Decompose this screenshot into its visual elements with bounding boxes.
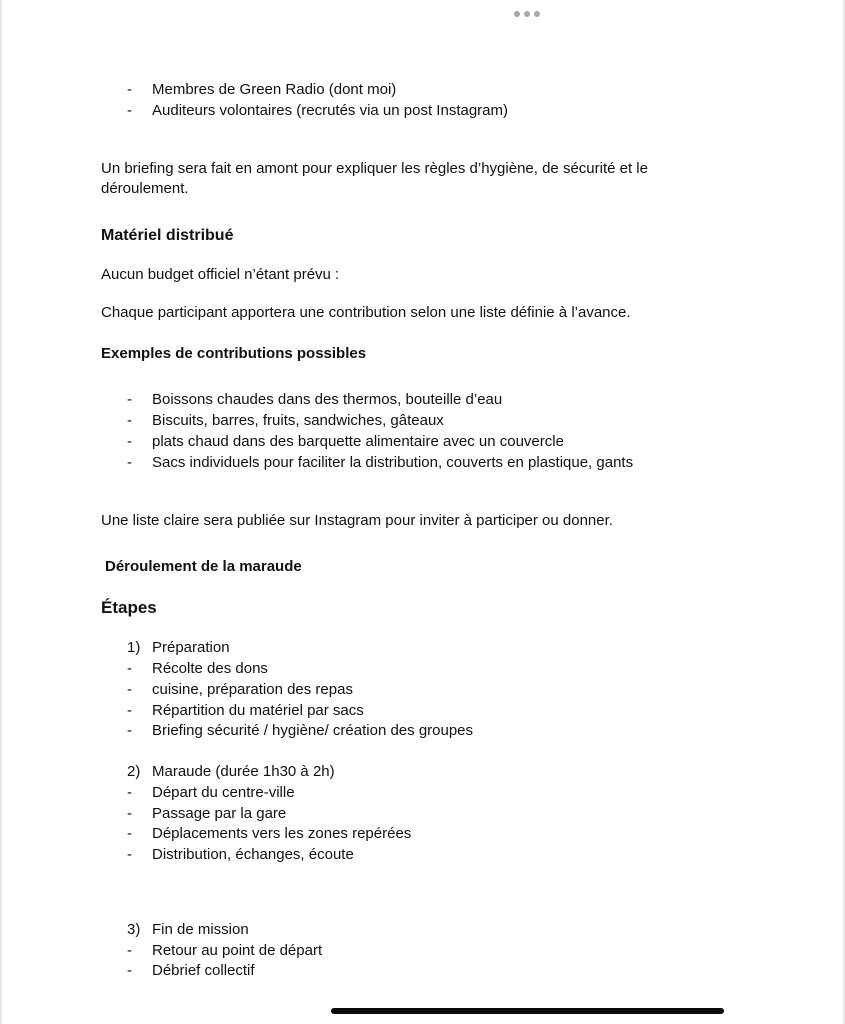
bullet-dash: - bbox=[127, 81, 132, 98]
list-item: Départ du centre-ville bbox=[152, 784, 295, 801]
list-item: Retour au point de départ bbox=[152, 942, 323, 959]
subsection-heading: Exemples de contributions possibles bbox=[101, 345, 367, 362]
paragraph-line: Un briefing sera fait en amont pour expliquer les règles d’hygiène, de sécurité et le bbox=[101, 160, 648, 177]
list-item: Membres de Green Radio (dont moi) bbox=[152, 81, 397, 98]
bullet-dash: - bbox=[127, 784, 132, 801]
step-title: Préparation bbox=[152, 639, 230, 656]
list-item: Répartition du matériel par sacs bbox=[152, 702, 364, 719]
bullet-dash: - bbox=[127, 681, 132, 698]
list-item: Débrief collectif bbox=[152, 962, 255, 979]
list-item: Briefing sécurité / hygiène/ création des groupes bbox=[152, 722, 474, 739]
bullet-dash: - bbox=[127, 702, 132, 719]
more-options-icon[interactable] bbox=[514, 11, 540, 17]
page-edge-left bbox=[0, 0, 2, 1024]
section-heading: Matériel distribué bbox=[101, 227, 234, 244]
list-item: plats chaud dans des barquette alimentaire avec un couvercle bbox=[152, 433, 564, 450]
bullet-dash: - bbox=[127, 102, 132, 119]
bullet-dash: - bbox=[127, 805, 132, 822]
bullet-dash: - bbox=[127, 942, 132, 959]
bullet-dash: - bbox=[127, 846, 132, 863]
step-number: 2) bbox=[127, 763, 141, 780]
section-title: Étapes bbox=[101, 598, 157, 617]
bullet-dash: - bbox=[127, 722, 132, 739]
step-number: 1) bbox=[127, 639, 141, 656]
bullet-dash: - bbox=[127, 660, 132, 677]
section-heading: Déroulement de la maraude bbox=[105, 558, 302, 575]
home-indicator[interactable] bbox=[331, 1008, 724, 1014]
paragraph: Aucun budget officiel n’étant prévu : bbox=[101, 266, 340, 283]
list-item: Déplacements vers les zones repérées bbox=[152, 825, 412, 842]
bullet-dash: - bbox=[127, 825, 132, 842]
paragraph: Une liste claire sera publiée sur Instagram pour inviter à participer ou donner. bbox=[101, 512, 613, 529]
bullet-dash: - bbox=[127, 962, 132, 979]
list-item: Biscuits, barres, fruits, sandwiches, gâteaux bbox=[152, 412, 444, 429]
bullet-dash: - bbox=[127, 454, 132, 471]
list-item: Boissons chaudes dans des thermos, bouteille d’eau bbox=[152, 391, 503, 408]
paragraph: Chaque participant apportera une contribution selon une liste définie à l’avance. bbox=[101, 304, 631, 321]
bullet-dash: - bbox=[127, 391, 132, 408]
paragraph-line: déroulement. bbox=[101, 180, 189, 197]
list-item: Sacs individuels pour faciliter la distribution, couverts en plastique, gants bbox=[152, 454, 634, 471]
list-item: Récolte des dons bbox=[152, 660, 268, 677]
list-item: Auditeurs volontaires (recrutés via un post Instagram) bbox=[152, 102, 508, 119]
step-title: Maraude (durée 1h30 à 2h) bbox=[152, 763, 335, 780]
list-item: cuisine, préparation des repas bbox=[152, 681, 353, 698]
list-item: Distribution, échanges, écoute bbox=[152, 846, 354, 863]
step-number: 3) bbox=[127, 921, 141, 938]
bullet-dash: - bbox=[127, 433, 132, 450]
bullet-dash: - bbox=[127, 412, 132, 429]
list-item: Passage par la gare bbox=[152, 805, 287, 822]
step-title: Fin de mission bbox=[152, 921, 249, 938]
